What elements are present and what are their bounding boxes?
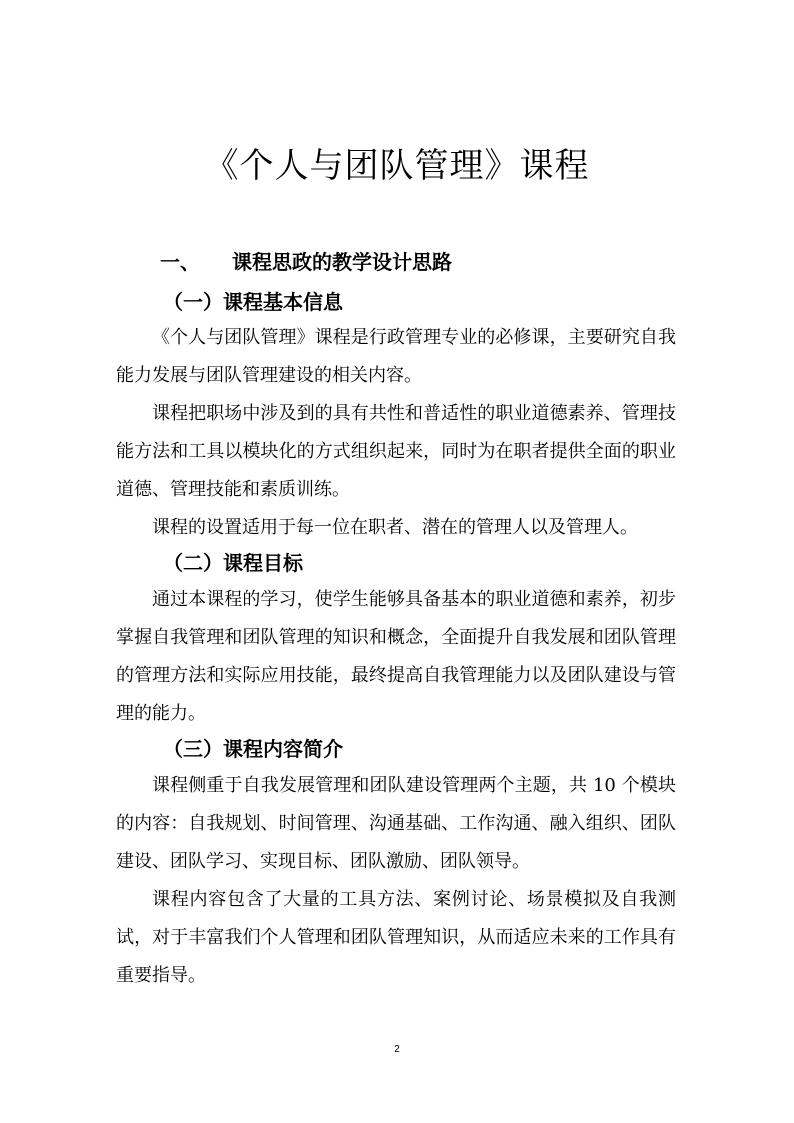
subsection-heading-goals: （二）课程目标: [163, 551, 303, 575]
subsection-heading-basic-info: （一）课程基本信息: [163, 290, 343, 314]
paragraph: 《个人与团队管理》课程是行政管理专业的必修课，主要研究自我能力发展与团队管理建设的相关内容。: [116, 327, 676, 386]
paragraph: 通过本课程的学习，使学生能够具备基本的职业道德和素养，初步掌握自我管理和团队管理的知识和概念，全面提升自我发展和团队管理的管理方法和实际应用技能，最终提高自我管理能力以及团队建设与管理的能力。: [116, 589, 676, 724]
section-title: 课程思政的教学设计思路: [232, 250, 452, 274]
page-number: 2: [394, 1044, 400, 1055]
document-title: 《个人与团队管理》课程: [204, 146, 590, 186]
paragraph: 课程内容包含了大量的工具方法、案例讨论、场景模拟及自我测试，对于丰富我们个人管理和团队管理知识，从而适应未来的工作具有重要指导。: [116, 889, 676, 986]
subsection-heading-content-intro: （三）课程内容简介: [163, 737, 343, 761]
section-number: 一、: [160, 250, 200, 274]
paragraph: 课程的设置适用于每一位在职者、潜在的管理人以及管理人。: [152, 517, 638, 538]
paragraph: 课程侧重于自我发展管理和团队建设管理两个主题，共 10 个模块的内容：自我规划、时间管理、沟通基础、工作沟通、融入组织、团队建设、团队学习、实现目标、团队激励、团队领导。: [116, 775, 676, 872]
section-heading-1: [160, 246, 452, 278]
paragraph: 课程把职场中涉及到的具有共性和普适性的职业道德素养、管理技能方法和工具以模块化的方式组织起来，同时为在职者提供全面的职业道德、管理技能和素质训练。: [116, 403, 676, 500]
